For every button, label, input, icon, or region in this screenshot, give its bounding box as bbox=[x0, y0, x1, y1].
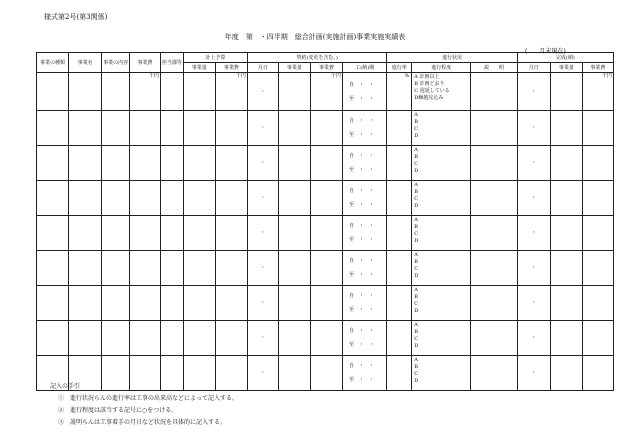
progress-rate-cell[interactable] bbox=[387, 111, 412, 146]
col-completion: 完成(納) bbox=[517, 53, 613, 63]
progress-level-option: D bbox=[414, 273, 419, 279]
business-type-cell[interactable] bbox=[37, 181, 69, 216]
progress-level-option: A bbox=[414, 252, 418, 258]
budget-cost-cell[interactable]: 千円 bbox=[215, 73, 247, 111]
budget-cost-cell[interactable] bbox=[215, 216, 247, 251]
contract-qty-cell[interactable] bbox=[278, 251, 310, 286]
business-name-cell[interactable] bbox=[69, 251, 102, 286]
business-name-cell[interactable] bbox=[69, 216, 102, 251]
construction-period-cell[interactable] bbox=[343, 286, 387, 321]
col-explanation: 説 明 bbox=[471, 63, 518, 73]
col-business-content: 事業の内容 bbox=[102, 53, 130, 73]
period-to: 至 ・ ・ bbox=[349, 167, 375, 173]
period-from: 自 ・ ・ bbox=[349, 328, 375, 334]
col-department: 担当課等 bbox=[161, 53, 184, 73]
completion-cost-cell[interactable] bbox=[582, 111, 613, 146]
completion-cost-cell[interactable] bbox=[582, 216, 613, 251]
completion-date-cell[interactable]: ・ bbox=[517, 146, 550, 181]
instructions bbox=[50, 381, 238, 429]
table-row bbox=[37, 286, 614, 321]
progress-level-option: B bbox=[414, 154, 418, 160]
business-name-cell[interactable] bbox=[69, 321, 102, 356]
business-cost-cell[interactable] bbox=[130, 181, 161, 216]
progress-level-cell[interactable] bbox=[412, 251, 471, 286]
completion-date-cell[interactable]: ・ bbox=[517, 181, 550, 216]
completion-cost-cell[interactable] bbox=[582, 321, 613, 356]
col-progress-level: 進行程度 bbox=[412, 63, 471, 73]
contract-cost-cell[interactable] bbox=[310, 251, 342, 286]
construction-period-cell[interactable] bbox=[343, 216, 387, 251]
contract-qty-cell[interactable] bbox=[278, 216, 310, 251]
completion-qty-cell[interactable] bbox=[550, 111, 582, 146]
business-content-cell[interactable] bbox=[102, 181, 130, 216]
business-cost-cell[interactable] bbox=[130, 286, 161, 321]
business-content-cell[interactable] bbox=[102, 251, 130, 286]
department-cell[interactable] bbox=[161, 111, 184, 146]
completion-qty-cell[interactable] bbox=[550, 146, 582, 181]
budget-cost-cell[interactable] bbox=[215, 321, 247, 356]
budget-cost-cell[interactable] bbox=[215, 181, 247, 216]
form-number: 様式第2号(第3関係) bbox=[44, 13, 108, 21]
progress-level-option: C bbox=[414, 266, 419, 272]
col-contract-qty: 事業量 bbox=[278, 63, 310, 73]
progress-rate-cell[interactable] bbox=[387, 146, 412, 181]
period-to: 至 ・ ・ bbox=[349, 132, 375, 138]
progress-level-option: B bbox=[414, 224, 418, 230]
form-title: 年度 第 ・四半期 総合計画(実施計画)事業実施実績表 bbox=[224, 33, 406, 41]
progress-level-cell[interactable] bbox=[412, 321, 471, 356]
contract-cost-cell[interactable] bbox=[310, 181, 342, 216]
col-budget-qty: 事業量 bbox=[183, 63, 215, 73]
contract-date-cell[interactable]: ・ bbox=[247, 111, 278, 146]
completion-qty-cell[interactable] bbox=[550, 181, 582, 216]
business-name-cell[interactable] bbox=[69, 286, 102, 321]
contract-date-cell[interactable]: ・ bbox=[247, 146, 278, 181]
contract-qty-cell[interactable] bbox=[278, 111, 310, 146]
period-from: 自 ・ ・ bbox=[349, 258, 375, 264]
budget-qty-cell[interactable] bbox=[183, 286, 215, 321]
explanation-cell[interactable] bbox=[471, 111, 518, 146]
col-contract: 契約(変更を含む。) bbox=[247, 53, 387, 63]
contract-cost-cell[interactable] bbox=[310, 286, 342, 321]
budget-qty-cell[interactable] bbox=[183, 73, 215, 111]
instruction-item: ② 進行程度は該当する記号に○をつける。 bbox=[58, 407, 178, 414]
budget-qty-cell[interactable] bbox=[183, 181, 215, 216]
table-row bbox=[37, 251, 614, 286]
col-progress-rate: 進行率 bbox=[387, 63, 412, 73]
budget-cost-cell[interactable] bbox=[215, 111, 247, 146]
business-type-cell[interactable] bbox=[37, 251, 69, 286]
business-cost-cell[interactable] bbox=[130, 251, 161, 286]
instruction-item: ① 進行状況らんの進行率は工事の出来高などによって記入する。 bbox=[58, 395, 239, 402]
table-row bbox=[37, 321, 614, 356]
budget-qty-cell[interactable] bbox=[183, 251, 215, 286]
table-row bbox=[37, 111, 614, 146]
explanation-cell[interactable] bbox=[471, 181, 518, 216]
construction-period-cell[interactable] bbox=[343, 73, 387, 111]
budget-qty-cell[interactable] bbox=[183, 321, 215, 356]
contract-cost-cell[interactable] bbox=[310, 356, 342, 391]
progress-level-option: C bbox=[414, 336, 419, 342]
budget-cost-cell[interactable] bbox=[215, 251, 247, 286]
business-type-cell[interactable] bbox=[37, 73, 69, 111]
explanation-cell[interactable] bbox=[471, 286, 518, 321]
completion-cost-cell[interactable] bbox=[582, 251, 613, 286]
contract-cost-cell[interactable] bbox=[310, 321, 342, 356]
progress-level-option: D bbox=[414, 343, 419, 349]
completion-cost-cell[interactable] bbox=[582, 146, 613, 181]
construction-period-cell[interactable] bbox=[343, 146, 387, 181]
period-from: 自 ・ ・ bbox=[349, 293, 375, 299]
explanation-cell[interactable] bbox=[471, 73, 518, 111]
progress-rate-cell[interactable] bbox=[387, 251, 412, 286]
progress-level-cell[interactable] bbox=[412, 181, 471, 216]
progress-level-option: D繰越見込み bbox=[414, 95, 444, 101]
progress-level-option: B bbox=[414, 189, 418, 195]
business-cost-cell[interactable] bbox=[130, 146, 161, 181]
table-row bbox=[37, 73, 614, 111]
contract-qty-cell[interactable] bbox=[278, 146, 310, 181]
business-content-cell[interactable] bbox=[102, 146, 130, 181]
contract-date-cell[interactable]: ・ bbox=[247, 356, 278, 391]
business-cost-cell[interactable] bbox=[130, 216, 161, 251]
contract-qty-cell[interactable] bbox=[278, 321, 310, 356]
completion-qty-cell[interactable] bbox=[550, 73, 582, 111]
implementation-table bbox=[36, 52, 614, 391]
completion-cost-cell[interactable]: 千円 bbox=[582, 73, 613, 111]
progress-rate-cell[interactable] bbox=[387, 321, 412, 356]
budget-cost-cell[interactable] bbox=[215, 286, 247, 321]
progress-level-cell[interactable] bbox=[412, 73, 471, 111]
col-business-type: 事業の種類 bbox=[37, 53, 69, 73]
instructions-heading: 記入の手引 bbox=[50, 383, 81, 390]
explanation-cell[interactable] bbox=[471, 146, 518, 181]
construction-period-cell[interactable] bbox=[343, 181, 387, 216]
business-type-cell[interactable] bbox=[37, 321, 69, 356]
progress-level-option: D bbox=[414, 238, 419, 244]
period-from: 自 ・ ・ bbox=[349, 81, 375, 88]
instruction-item: ③ 説明らんは工事着手の月日など状況を具体的に記入する。 bbox=[58, 419, 227, 426]
contract-cost-cell[interactable] bbox=[310, 146, 342, 181]
business-content-cell[interactable] bbox=[102, 216, 130, 251]
business-cost-cell[interactable]: 千円 bbox=[130, 73, 161, 111]
progress-rate-cell[interactable] bbox=[387, 181, 412, 216]
completion-cost-cell[interactable] bbox=[582, 356, 613, 391]
progress-rate-cell[interactable] bbox=[387, 216, 412, 251]
completion-date-cell[interactable]: ・ bbox=[517, 251, 550, 286]
business-type-cell[interactable] bbox=[37, 111, 69, 146]
completion-date-cell[interactable]: ・ bbox=[517, 321, 550, 356]
contract-date-cell[interactable]: ・ bbox=[247, 73, 278, 111]
progress-level-option: C bbox=[414, 126, 419, 132]
department-cell[interactable] bbox=[161, 251, 184, 286]
progress-level-option: D bbox=[414, 168, 419, 174]
progress-rate-cell[interactable]: % bbox=[387, 73, 412, 111]
progress-level-option: A 計画以上 bbox=[414, 74, 440, 80]
col-contract-date: 月日 bbox=[247, 63, 278, 73]
contract-date-cell[interactable]: ・ bbox=[247, 181, 278, 216]
business-content-cell[interactable] bbox=[102, 286, 130, 321]
business-name-cell[interactable] bbox=[69, 73, 102, 111]
completion-date-cell[interactable]: ・ bbox=[517, 111, 550, 146]
col-business-name: 事業名 bbox=[69, 53, 102, 73]
completion-date-cell[interactable]: ・ bbox=[517, 73, 550, 111]
col-budget: 計上予算 bbox=[183, 53, 247, 63]
contract-cost-cell[interactable] bbox=[310, 111, 342, 146]
period-to: 至 ・ ・ bbox=[349, 202, 375, 208]
budget-qty-cell[interactable] bbox=[183, 111, 215, 146]
progress-rate-cell[interactable] bbox=[387, 356, 412, 391]
completion-date-cell[interactable]: ・ bbox=[517, 356, 550, 391]
progress-level-option: C 遅延している bbox=[414, 88, 450, 94]
col-budget-cost: 事業費 bbox=[215, 63, 247, 73]
progress-level-option: B 計画どおり bbox=[414, 81, 445, 87]
contract-qty-cell[interactable] bbox=[278, 356, 310, 391]
completion-cost-cell[interactable] bbox=[582, 286, 613, 321]
completion-cost-cell[interactable] bbox=[582, 181, 613, 216]
explanation-cell[interactable] bbox=[471, 251, 518, 286]
completion-qty-cell[interactable] bbox=[550, 251, 582, 286]
period-from: 自 ・ ・ bbox=[349, 188, 375, 194]
table-row bbox=[37, 146, 614, 181]
progress-level-option: A bbox=[414, 147, 418, 153]
construction-period-cell[interactable] bbox=[343, 356, 387, 391]
business-content-cell[interactable] bbox=[102, 111, 130, 146]
col-completion-date: 月日 bbox=[517, 63, 550, 73]
period-from: 自 ・ ・ bbox=[349, 118, 375, 124]
business-cost-cell[interactable] bbox=[130, 321, 161, 356]
construction-period-cell[interactable] bbox=[343, 321, 387, 356]
period-to: 至 ・ ・ bbox=[349, 237, 375, 243]
business-type-cell[interactable] bbox=[37, 216, 69, 251]
business-type-cell[interactable] bbox=[37, 286, 69, 321]
progress-level-option: C bbox=[414, 371, 419, 377]
completion-qty-cell[interactable] bbox=[550, 286, 582, 321]
as-of-date: ( 月末現在) bbox=[525, 48, 566, 55]
construction-period-cell[interactable] bbox=[343, 251, 387, 286]
department-cell[interactable] bbox=[161, 321, 184, 356]
budget-cost-cell[interactable] bbox=[215, 146, 247, 181]
explanation-cell[interactable] bbox=[471, 216, 518, 251]
contract-qty-cell[interactable] bbox=[278, 286, 310, 321]
period-to: 至 ・ ・ bbox=[349, 377, 375, 383]
period-to: 至 ・ ・ bbox=[349, 342, 375, 348]
business-name-cell[interactable] bbox=[69, 181, 102, 216]
department-cell[interactable] bbox=[161, 286, 184, 321]
contract-date-cell[interactable]: ・ bbox=[247, 216, 278, 251]
table-row bbox=[37, 181, 614, 216]
period-to: 至 ・ ・ bbox=[349, 95, 375, 102]
progress-level-option: C bbox=[414, 196, 419, 202]
col-progress: 進行状況 bbox=[387, 53, 517, 63]
contract-qty-cell[interactable] bbox=[278, 181, 310, 216]
contract-qty-cell[interactable] bbox=[278, 73, 310, 111]
period-from: 自 ・ ・ bbox=[349, 363, 375, 369]
completion-qty-cell[interactable] bbox=[550, 321, 582, 356]
progress-level-option: A bbox=[414, 357, 418, 363]
business-content-cell[interactable] bbox=[102, 73, 130, 111]
progress-level-option: A bbox=[414, 112, 418, 118]
progress-level-option: B bbox=[414, 364, 418, 370]
col-completion-qty: 事業量 bbox=[550, 63, 582, 73]
department-cell[interactable] bbox=[161, 73, 184, 111]
contract-cost-cell[interactable] bbox=[310, 216, 342, 251]
business-name-cell[interactable] bbox=[69, 146, 102, 181]
col-business-cost: 事業費 bbox=[130, 53, 161, 73]
progress-level-option: D bbox=[414, 203, 419, 209]
progress-level-option: C bbox=[414, 161, 419, 167]
business-name-cell[interactable] bbox=[69, 111, 102, 146]
progress-level-cell[interactable] bbox=[412, 111, 471, 146]
progress-level-option: B bbox=[414, 119, 418, 125]
explanation-cell[interactable] bbox=[471, 321, 518, 356]
table-row bbox=[37, 216, 614, 251]
col-contract-cost: 事業費 bbox=[310, 63, 342, 73]
col-construction-period: 工(納)期 bbox=[343, 63, 387, 73]
completion-date-cell[interactable]: ・ bbox=[517, 216, 550, 251]
progress-level-cell[interactable] bbox=[412, 356, 471, 391]
department-cell[interactable] bbox=[161, 146, 184, 181]
contract-date-cell[interactable]: ・ bbox=[247, 321, 278, 356]
progress-level-cell[interactable] bbox=[412, 286, 471, 321]
progress-level-option: D bbox=[414, 308, 419, 314]
period-from: 自 ・ ・ bbox=[349, 223, 375, 229]
progress-level-option: A bbox=[414, 182, 418, 188]
budget-qty-cell[interactable] bbox=[183, 146, 215, 181]
progress-level-cell[interactable] bbox=[412, 146, 471, 181]
contract-date-cell[interactable]: ・ bbox=[247, 251, 278, 286]
progress-level-option: A bbox=[414, 322, 418, 328]
completion-qty-cell[interactable] bbox=[550, 216, 582, 251]
progress-level-option: C bbox=[414, 231, 419, 237]
department-cell[interactable] bbox=[161, 181, 184, 216]
business-type-cell[interactable] bbox=[37, 146, 69, 181]
contract-date-cell[interactable]: ・ bbox=[247, 286, 278, 321]
budget-qty-cell[interactable] bbox=[183, 216, 215, 251]
contract-cost-cell[interactable]: 千円 bbox=[310, 73, 342, 111]
explanation-cell[interactable] bbox=[471, 356, 518, 391]
progress-level-option: B bbox=[414, 294, 418, 300]
business-content-cell[interactable] bbox=[102, 321, 130, 356]
period-from: 自 ・ ・ bbox=[349, 153, 375, 159]
department-cell[interactable] bbox=[161, 216, 184, 251]
progress-level-option: B bbox=[414, 259, 418, 265]
completion-date-cell[interactable]: ・ bbox=[517, 286, 550, 321]
col-completion-cost: 事業費 bbox=[582, 63, 613, 73]
progress-level-option: B bbox=[414, 329, 418, 335]
period-to: 至 ・ ・ bbox=[349, 272, 375, 278]
business-cost-cell[interactable] bbox=[130, 111, 161, 146]
progress-level-cell[interactable] bbox=[412, 216, 471, 251]
progress-level-option: D bbox=[414, 378, 419, 384]
progress-level-option: A bbox=[414, 287, 418, 293]
progress-level-option: A bbox=[414, 217, 418, 223]
progress-level-option: C bbox=[414, 301, 419, 307]
period-to: 至 ・ ・ bbox=[349, 307, 375, 313]
progress-rate-cell[interactable] bbox=[387, 286, 412, 321]
construction-period-cell[interactable] bbox=[343, 111, 387, 146]
progress-level-option: D bbox=[414, 133, 419, 139]
completion-qty-cell[interactable] bbox=[550, 356, 582, 391]
